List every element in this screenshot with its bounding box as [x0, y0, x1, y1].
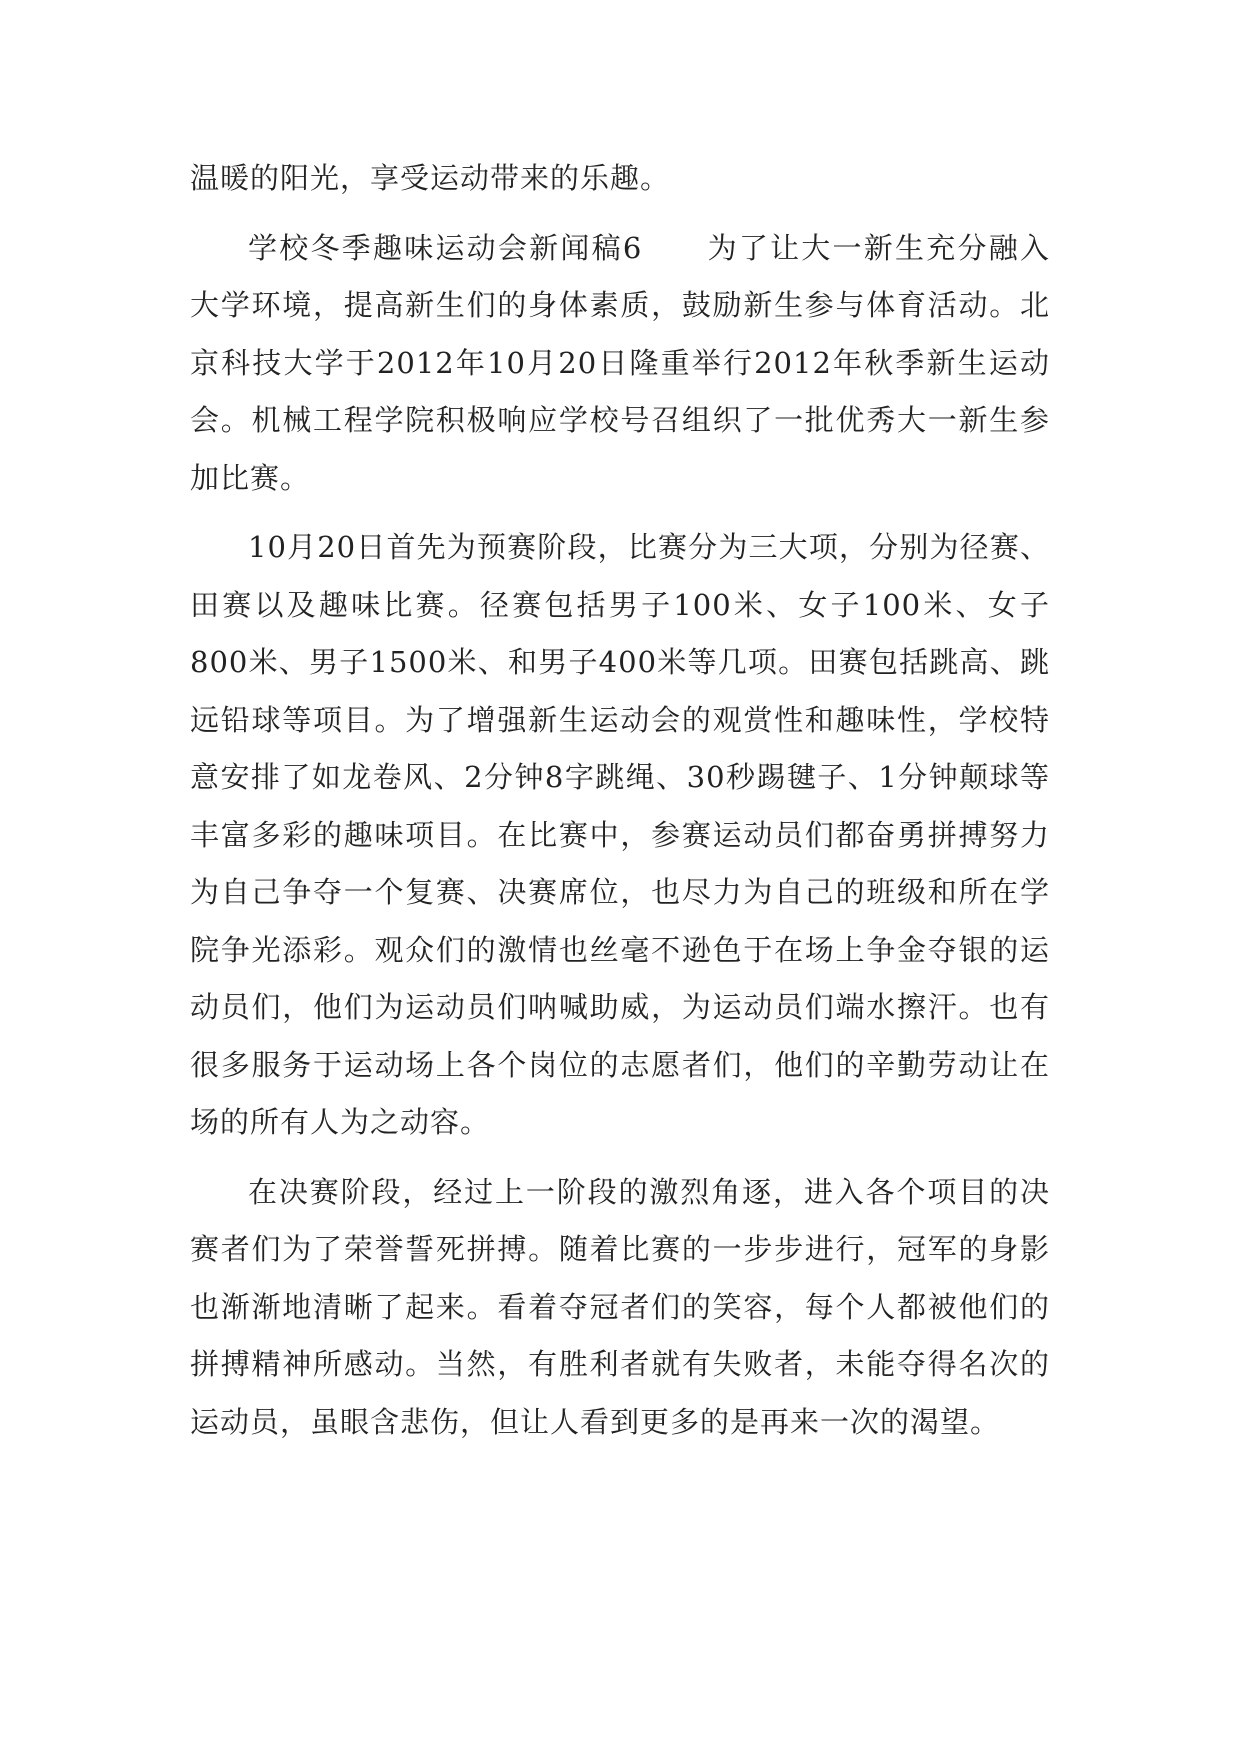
paragraph-continued [190, 150, 1050, 208]
paragraph-text: 在决赛阶段，经过上一阶段的激烈角逐，进入各个项目的决赛者们为了荣誉誓死拼搏。随着比赛的一步步进行，冠军的身影也渐渐地清晰了起来。看着夺冠者们的笑容，每个人都被他们的拼搏精神所感动。当然，有胜利者就有失败者，未能夺得名次的运动员，虽眼含悲伤，但让人看到更多的是再来一次的渴望。 [190, 1174, 1050, 1439]
paragraph-news-intro [190, 220, 1050, 508]
paragraph-preliminary [190, 519, 1050, 1152]
paragraph-text: 10月20日首先为预赛阶段，比赛分为三大项，分别为径赛、田赛以及趣味比赛。径赛包括男子100米、女子100米、女子800米、男子1500米、和男子400米等几项。田赛包括跳高、跳远铅球等项目。为了增强新生运动会的观赏性和趣味性，学校特意安排了如龙卷风、2分钟8字跳绳、30秒踢毽子、1分钟颠球等丰富多彩的趣味项目。在比赛中，参赛运动员们都奋勇拼搏努力为自己争夺一个复赛、决赛席位，也尽力为自己的班级和所在学院争光添彩。观众们的激情也丝毫不逊色于在场上争金夺银的运动员们，他们为运动员们呐喊助威，为运动员们端水擦汗。也有很多服务于运动场上各个岗位的志愿者们，他们的辛勤劳动让在场的所有人为之动容。 [190, 530, 1050, 1139]
document-body [190, 150, 1050, 1463]
paragraph-text: 为了让大一新生充分融入大学环境，提高新生们的身体素质，鼓励新生参与体育活动。北京科技大学于2012年10月20日隆重举行2012年秋季新生运动会。机械工程学院积极响应学校号召组织了一批优秀大一新生参加比赛。 [190, 230, 1050, 495]
paragraph-text: 温暖的阳光，享受运动带来的乐趣。 [190, 161, 671, 195]
article-heading: 学校冬季趣味运动会新闻稿6 [248, 230, 643, 265]
paragraph-final [190, 1164, 1050, 1452]
